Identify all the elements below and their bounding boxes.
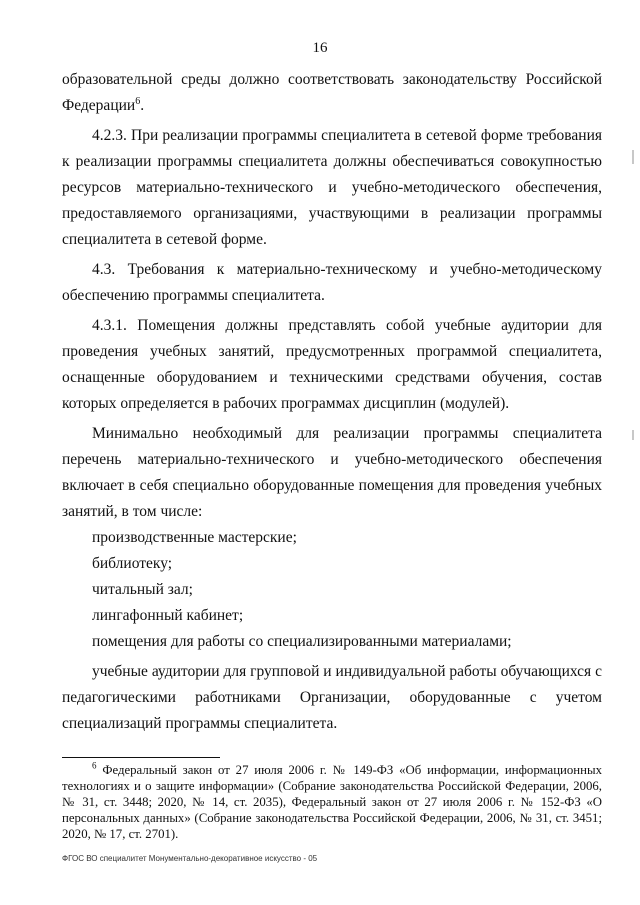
page-footer: ФГОС ВО специалитет Монументально-декоративное искусство - 05 — [62, 854, 318, 863]
paragraph: 4.3.1. Помещения должны представлять собой учебные аудитории для проведения учебных занятий, предусмотренных программой специалитета, оснащенные оборудованием и техническими средствами обучения, состав которых определяется в рабочих программах дисциплин (модулей). — [62, 317, 602, 412]
paragraph: 4.2.3. При реализации программы специалитета в сетевой форме требования к реализации программы специалитета должны обеспечиваться совокупностью ресурсов материально-технического и учебно-методического обеспечения, предоставляемого организациями, участвующими в реализации программы специалитета в сетевой форме. — [62, 127, 602, 248]
list-item: производственные мастерские; — [92, 529, 297, 546]
footnote-marker: 6 — [92, 760, 97, 771]
list-item: лингафонный кабинет; — [92, 607, 244, 624]
paragraph: 4.3. Требования к материально-техническому и учебно-методическому обеспечению программы специалитета. — [62, 261, 602, 304]
paragraph-text: образовательной среды должно соответствовать законодательству Российской Федерации — [62, 71, 602, 114]
list-item: библиотеку; — [92, 555, 173, 572]
paragraph-punctuation: . — [140, 97, 145, 114]
footnote — [62, 762, 602, 842]
paragraph: учебные аудитории для групповой и индивидуальной работы обучающихся с педагогическими работниками Организации, оборудованные с учетом специализаций программы специалитета. — [62, 663, 602, 732]
scan-artifact — [632, 430, 634, 440]
paragraph: Минимально необходимый для реализации программы специалитета перечень материально-технического и учебно-методического обеспечения включает в себя специально оборудованные помещения для проведения учебных занятий, в том числе: — [62, 425, 602, 520]
footnote-separator — [62, 757, 220, 758]
page-number: 16 — [312, 40, 328, 56]
paragraph — [62, 67, 602, 119]
footnote-reference: 6 — [135, 95, 141, 107]
document-body — [62, 67, 602, 737]
scan-artifact — [632, 150, 634, 164]
footnote-text: Федеральный закон от 27 июля 2006 г. № 149-ФЗ «Об информации, информационных технологиях и о защите информации» (Собрание законодательства Российской Федерации, 2006, № 31, ст. 3448; 2020, № 14, ст. 2035), Федеральный закон от 27 июля 2006 г. № 152-ФЗ «О персональных данных» (Собрание законодательства Российской Федерации, 2006, № 31, ст. 3451; 2020, № 17, ст. 2701). — [62, 763, 602, 841]
list-item: читальный зал; — [92, 581, 193, 598]
list-item: помещения для работы со специализированными материалами; — [92, 633, 512, 650]
